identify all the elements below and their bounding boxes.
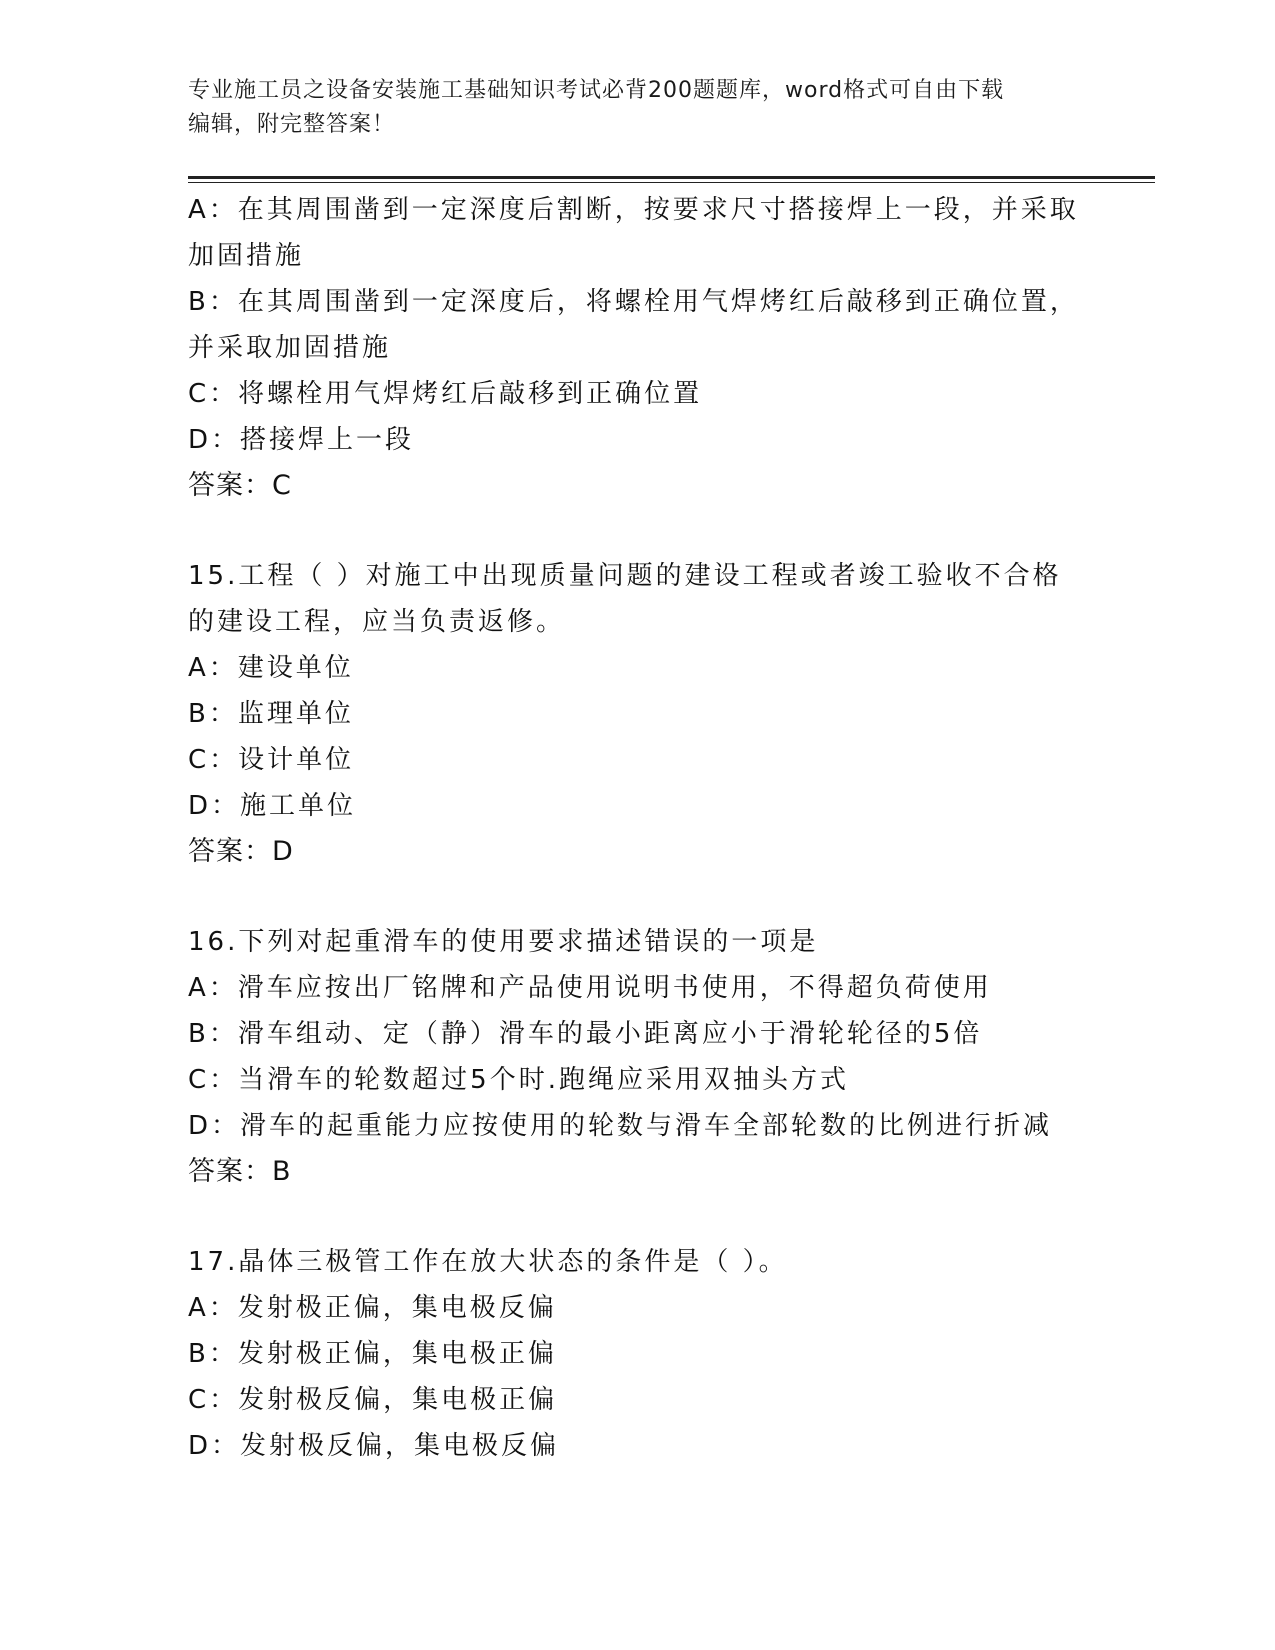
- answer: 答案：B: [188, 1156, 292, 1187]
- option-d: D：发射极反偏，集电极反偏: [188, 1431, 560, 1461]
- answer: 答案：D: [188, 836, 294, 867]
- question-16: [188, 919, 1088, 1195]
- option-c: C：当滑车的轮数超过5个时.跑绳应采用双抽头方式: [188, 1065, 849, 1095]
- option-c: C：发射极反偏，集电极正偏: [188, 1385, 558, 1415]
- option-c: C：设计单位: [188, 745, 355, 775]
- option-a-line-1: A：在其周围凿到一定深度后割断，按要求尺寸搭接焊上一段，并采取: [188, 195, 1079, 225]
- question-list: [188, 187, 1088, 1469]
- option-b-line-1: B：在其周围凿到一定深度后，将螺栓用气焊烤红后敲移到正确位置，: [188, 287, 1079, 317]
- option-b: B：发射极正偏，集电极正偏: [188, 1339, 557, 1369]
- question-stem: 17.晶体三极管工作在放大状态的条件是（ ）。: [188, 1247, 788, 1277]
- option-b-line-2: 并采取加固措施: [188, 333, 392, 363]
- header-divider-thin: [188, 182, 1155, 183]
- option-a: A：滑车应按出厂铭牌和产品使用说明书使用，不得超负荷使用: [188, 973, 992, 1003]
- option-c: C：将螺栓用气焊烤红后敲移到正确位置: [188, 379, 703, 409]
- header-line-1: 专业施工员之设备安装施工基础知识考试必背200题题库，word格式可自由下载: [188, 78, 1005, 103]
- option-d: D：施工单位: [188, 791, 357, 821]
- spacer: [188, 875, 1088, 919]
- option-a-line-2: 加固措施: [188, 241, 305, 271]
- question-stem-line-2: 的建设工程，应当负责返修。: [188, 607, 566, 637]
- header-divider-thick: [188, 176, 1155, 179]
- question-15: [188, 553, 1088, 875]
- answer: 答案：C: [188, 470, 292, 501]
- question-stem: 16.下列对起重滑车的使用要求描述错误的一项是: [188, 927, 819, 957]
- header-line-2: 编辑，附完整答案！: [188, 112, 396, 137]
- question-stem-line-1: 15.工程（ ）对施工中出现质量问题的建设工程或者竣工验收不合格: [188, 561, 1062, 591]
- option-b: B：监理单位: [188, 699, 354, 729]
- spacer: [188, 509, 1088, 553]
- document-header: [188, 74, 1088, 142]
- question-17: [188, 1239, 1088, 1469]
- spacer: [188, 1195, 1088, 1239]
- question-14: [188, 187, 1088, 509]
- option-d: D：搭接焊上一段: [188, 425, 415, 455]
- option-d: D：滑车的起重能力应按使用的轮数与滑车全部轮数的比例进行折减: [188, 1111, 1053, 1141]
- option-b: B：滑车组动、定（静）滑车的最小距离应小于滑轮轮径的5倍: [188, 1019, 983, 1049]
- option-a: A：发射极正偏，集电极反偏: [188, 1293, 557, 1323]
- option-a: A：建设单位: [188, 653, 354, 683]
